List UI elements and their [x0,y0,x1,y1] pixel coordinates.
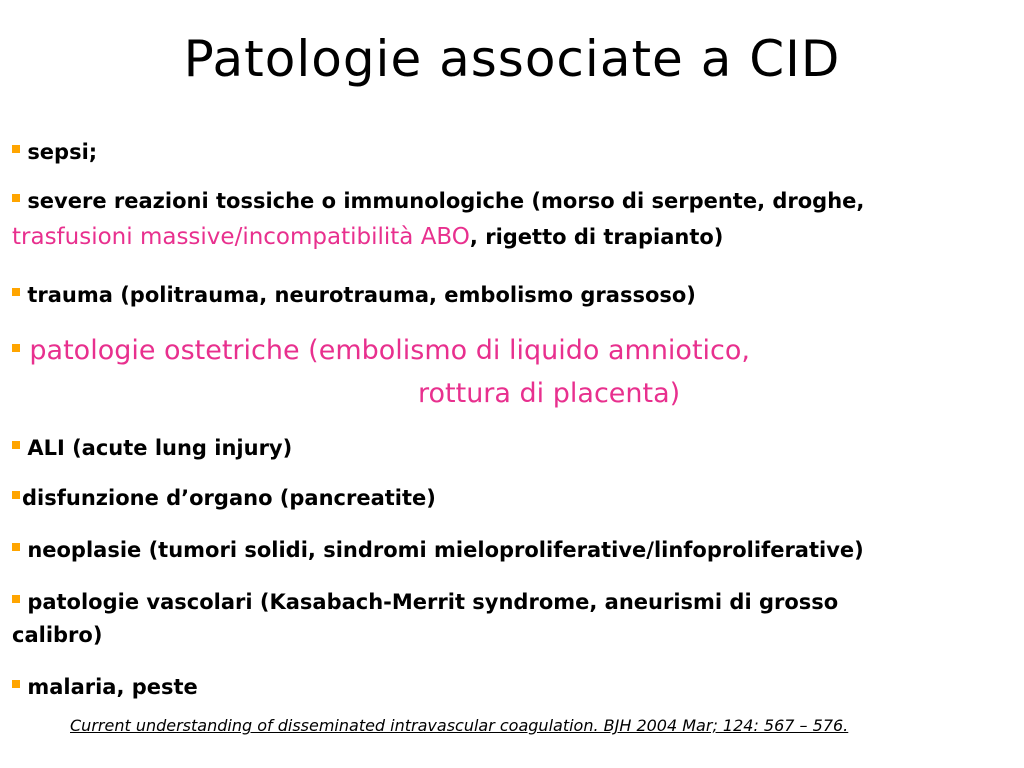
slide-title: Patologie associate a CID [183,30,841,88]
list-item-ali [12,436,292,460]
item-text: neoplasie (tumori solidi, sindromi mieloproliferative/linfoproliferative) [27,538,864,562]
item-text: patologie vascolari (Kasabach-Merrit syndrome, aneurismi di grosso [27,590,839,614]
item-text: trauma (politrauma, neurotrauma, embolismo grassoso) [27,283,696,307]
list-item-disfunzione [12,486,436,510]
item-text: disfunzione d’organo (pancreatite) [22,486,436,510]
reference-citation: Current understanding of disseminated intravascular coagulation. BJH 2004 Mar; 124: 567 – 576. [70,716,849,735]
item-text: malaria, peste [27,675,198,699]
item-text: calibro) [12,623,103,647]
highlighted-text: rottura di placenta) [418,378,681,409]
list-item-ostetriche [12,335,750,366]
list-item-malaria [12,675,198,699]
highlighted-text: patologie ostetriche (embolismo di liquido amniotico, [29,335,750,366]
list-item-ostetriche-continued [418,378,680,409]
square-bullet-icon [12,441,20,449]
item-text: sepsi; [27,140,98,164]
list-item-neoplasie [12,538,864,562]
list-item-trauma [12,283,696,307]
highlighted-text: trasfusioni massive/incompatibilità ABO [12,224,470,250]
list-item-reazioni-continued [12,224,723,250]
list-item-reazioni [12,189,864,213]
square-bullet-icon [12,344,20,352]
list-item-vascolari [12,590,838,614]
square-bullet-icon [12,680,20,688]
square-bullet-icon [12,288,20,296]
list-item-vascolari-continued [12,623,102,647]
list-item-sepsi [12,140,97,164]
square-bullet-icon [12,595,20,603]
square-bullet-icon [12,491,20,499]
item-text: ALI (acute lung injury) [27,436,293,460]
item-text: , rigetto di trapianto) [469,225,724,249]
square-bullet-icon [12,145,20,153]
square-bullet-icon [12,543,20,551]
item-text: severe reazioni tossiche o immunologiche (morso di serpente, droghe, [27,189,865,213]
square-bullet-icon [12,194,20,202]
